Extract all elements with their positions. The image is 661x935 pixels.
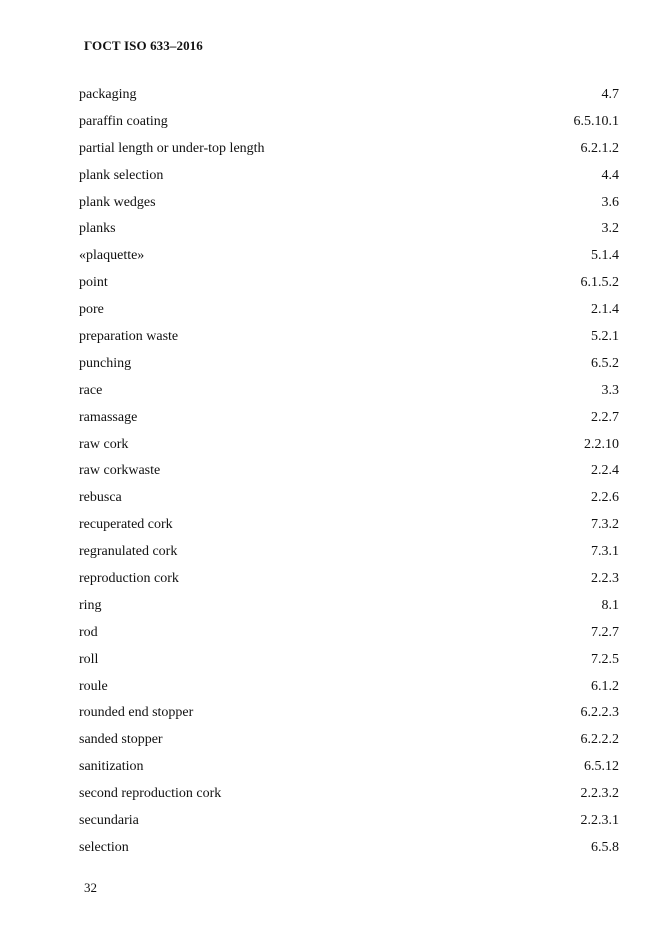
index-reference: 6.5.8: [591, 839, 619, 855]
index-entry: [79, 432, 619, 459]
index-term: raw cork: [79, 436, 129, 452]
index-term: raw corkwaste: [79, 463, 161, 479]
index-reference: 3.2: [601, 221, 619, 237]
index-entry: [79, 136, 619, 163]
index-reference: 7.3.2: [591, 517, 619, 533]
index-entry: [79, 485, 619, 512]
index-entry: [79, 297, 619, 324]
index-entry: [79, 378, 619, 405]
term-index-list: [79, 82, 619, 862]
index-reference: 6.5.2: [591, 355, 619, 371]
document-header: ГОСТ ISO 633–2016: [84, 38, 203, 53]
index-entry: [79, 243, 619, 270]
index-term: sanded stopper: [79, 732, 163, 748]
index-reference: 6.1.5.2: [580, 275, 619, 291]
index-term: rebusca: [79, 490, 122, 506]
index-reference: 2.1.4: [591, 302, 619, 318]
index-term: roule: [79, 678, 108, 694]
index-reference: 4.4: [601, 167, 619, 183]
index-entry: [79, 700, 619, 727]
index-term: sanitization: [79, 759, 144, 775]
index-term: reproduction cork: [79, 571, 179, 587]
index-reference: 6.2.2.2: [580, 732, 619, 748]
index-entry: [79, 674, 619, 701]
index-term: plank wedges: [79, 194, 156, 210]
index-entry: [79, 835, 619, 862]
index-entry: [79, 593, 619, 620]
index-term: pore: [79, 302, 104, 318]
index-reference: 4.7: [601, 87, 619, 102]
index-term: selection: [79, 839, 129, 855]
index-entry: [79, 458, 619, 485]
index-entry: [79, 647, 619, 674]
index-reference: 6.2.1.2: [580, 140, 619, 156]
index-entry: [79, 754, 619, 781]
index-reference: 2.2.4: [591, 463, 619, 479]
index-reference: 5.2.1: [591, 329, 619, 345]
index-entry: [79, 190, 619, 217]
index-entry: [79, 109, 619, 136]
index-entry: [79, 512, 619, 539]
index-reference: 6.5.10.1: [573, 113, 619, 129]
index-term: packaging: [79, 87, 137, 102]
index-term: preparation waste: [79, 329, 179, 345]
index-term: second reproduction cork: [79, 786, 222, 802]
index-entry: [79, 727, 619, 754]
index-term: punching: [79, 355, 132, 371]
index-reference: 7.2.7: [591, 624, 619, 640]
index-entry: [79, 620, 619, 647]
index-term: recuperated cork: [79, 517, 173, 533]
index-reference: 6.5.12: [584, 759, 619, 775]
index-entry: [79, 163, 619, 190]
index-term: partial length or under-top length: [79, 140, 265, 156]
index-reference: 6.1.2: [591, 678, 619, 694]
index-reference: 3.3: [601, 382, 619, 398]
index-term: regranulated cork: [79, 544, 178, 560]
index-term: secundaria: [79, 813, 139, 829]
index-term: ramassage: [79, 409, 138, 425]
index-term: planks: [79, 221, 116, 237]
index-reference: 7.2.5: [591, 651, 619, 667]
index-entry: [79, 566, 619, 593]
index-reference: 6.2.2.3: [580, 705, 619, 721]
index-term: «plaquette»: [79, 248, 145, 264]
index-reference: 2.2.7: [591, 409, 619, 425]
index-reference: 2.2.10: [584, 436, 619, 452]
index-entry: [79, 405, 619, 432]
index-term: rod: [79, 624, 98, 640]
index-term: plank selection: [79, 167, 164, 183]
index-reference: 2.2.3: [591, 571, 619, 587]
index-entry: [79, 781, 619, 808]
index-entry: [79, 539, 619, 566]
index-entry: [79, 270, 619, 297]
index-entry: [79, 324, 619, 351]
index-reference: 8.1: [601, 597, 619, 613]
index-reference: 3.6: [601, 194, 619, 210]
index-reference: 2.2.3.1: [580, 813, 619, 829]
index-entry: [79, 216, 619, 243]
index-term: paraffin coating: [79, 113, 168, 129]
index-term: roll: [79, 651, 99, 667]
index-reference: 2.2.3.2: [580, 786, 619, 802]
index-term: ring: [79, 597, 102, 613]
index-reference: 7.3.1: [591, 544, 619, 560]
index-entry: [79, 351, 619, 378]
index-reference: 2.2.6: [591, 490, 619, 506]
index-term: rounded end stopper: [79, 705, 194, 721]
index-entry: [79, 82, 619, 109]
page-number: 32: [84, 880, 97, 895]
index-entry: [79, 808, 619, 835]
index-term: race: [79, 382, 103, 398]
index-reference: 5.1.4: [591, 248, 619, 264]
index-term: point: [79, 275, 108, 291]
